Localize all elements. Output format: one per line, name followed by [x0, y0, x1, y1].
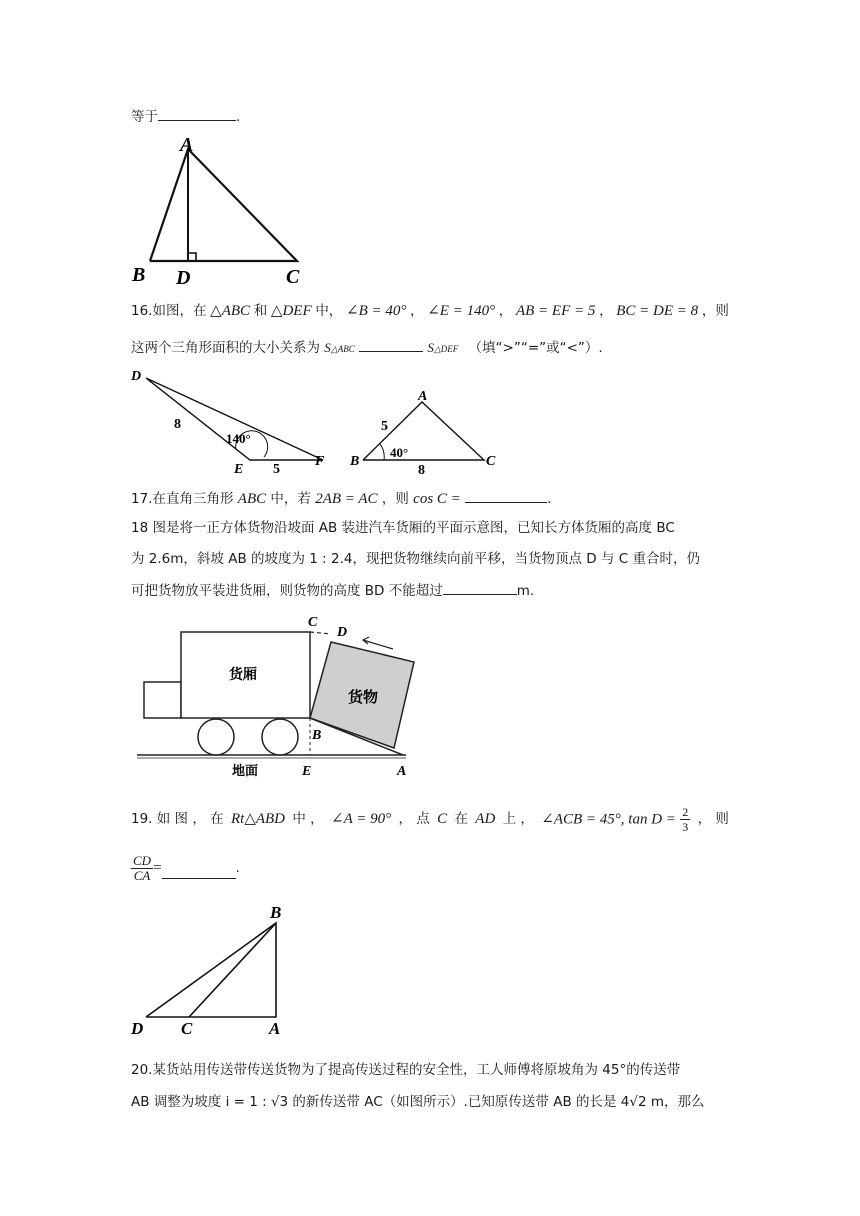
fraction-tan	[680, 805, 690, 834]
question-18-line3	[131, 580, 534, 601]
math: ∠B = 40°	[346, 303, 407, 319]
text: 和	[253, 303, 268, 319]
text: ，则	[381, 491, 409, 507]
label-b: B	[312, 728, 322, 743]
question-16-line1	[131, 301, 729, 321]
text: 中 ，	[292, 811, 324, 827]
text: 20.某货站用传送带传送货物为了提高传送过程的安全性，工人师傅将原坡角为 45°的传送带	[131, 1062, 681, 1078]
label-d: D	[176, 267, 191, 289]
math: BC = DE = 8	[616, 303, 699, 319]
label-d: D	[131, 1019, 144, 1038]
label-c: C	[181, 1019, 193, 1038]
label-b: B	[350, 454, 360, 469]
length-5: 5	[273, 462, 280, 477]
figure-two-triangles	[126, 362, 506, 477]
question-16-line2	[131, 337, 603, 359]
math: cos C =	[413, 491, 461, 507]
numerator: 2	[682, 804, 689, 819]
numerator: CD	[133, 852, 152, 868]
label-b: B	[132, 264, 146, 286]
text: ，则	[701, 303, 729, 319]
math: S	[427, 340, 434, 355]
answer-blank[interactable]	[359, 337, 423, 352]
math: S	[324, 340, 331, 355]
denominator: CA	[133, 867, 151, 883]
math: △DEF	[270, 303, 312, 319]
denominator: 3	[682, 819, 689, 834]
label-c: C	[308, 615, 318, 630]
math-sub: △ABC	[330, 344, 355, 354]
label-a: A	[397, 764, 407, 779]
math: ∠ACB = 45°, tan D =	[541, 811, 676, 827]
math: ABC	[237, 491, 267, 507]
math: ∠E = 140°	[427, 303, 496, 319]
text: 可把货物放平装进货厢，则货物的高度 BD 不能超过	[131, 583, 443, 599]
text: 16.如图，在	[131, 303, 207, 319]
label-b: B	[270, 903, 282, 922]
math: AB = EF = 5	[515, 303, 596, 319]
text: m.	[516, 583, 535, 599]
text: （填“>”“=”或“<”）.	[468, 340, 603, 356]
label-f: F	[315, 454, 325, 469]
question-19-line1	[131, 802, 729, 836]
label-e: E	[302, 764, 312, 779]
text: ，	[410, 303, 424, 319]
answer-blank[interactable]	[162, 864, 236, 879]
math: ∠A = 90°	[331, 811, 392, 827]
label-d: D	[337, 625, 348, 640]
question-20-line1	[131, 1060, 680, 1080]
length-8: 8	[418, 463, 425, 478]
question-18-line1	[131, 518, 675, 538]
math-sub: △DEF	[433, 344, 459, 354]
cargo-label: 货物	[348, 690, 379, 706]
question-18-line2	[131, 549, 700, 569]
text: ， 则	[697, 811, 729, 827]
answer-blank[interactable]	[443, 580, 517, 595]
text: 在	[454, 811, 468, 827]
text: 17.在直角三角形	[131, 491, 234, 507]
length-5: 5	[381, 419, 388, 434]
label-e: E	[234, 462, 244, 477]
text: 19. 如 图 ， 在	[131, 811, 224, 827]
text: 中，若	[270, 491, 311, 507]
label-a: A	[418, 389, 428, 404]
text: ，	[498, 303, 513, 319]
question-20-line2	[131, 1092, 705, 1112]
text: AB 调整为坡度 i = 1 : √3 的新传送带 AC（如图所示）.已知原传送带 AB 的长是 4√2 m，那么	[131, 1094, 705, 1110]
math: C	[437, 811, 448, 827]
answer-line-15	[131, 106, 240, 127]
math: AD	[475, 811, 496, 827]
figure-truck-cargo	[131, 612, 421, 780]
fraction-cd-ca	[131, 854, 153, 883]
figure-triangle-abd	[126, 132, 316, 292]
label-c: C	[286, 266, 300, 288]
text: 这两个三角形面积的大小关系为	[131, 340, 320, 356]
text: ， 点	[398, 811, 430, 827]
label-a: A	[180, 134, 194, 156]
question-17	[131, 488, 551, 509]
text: 上 ，	[502, 811, 534, 827]
text: .	[235, 860, 240, 876]
text: 为 2.6m，斜坡 AB 的坡度为 1 : 2.4，现把货物继续向前平移，当货物顶点 D 与 C 重合时，仍	[131, 551, 700, 567]
question-19-line2	[131, 850, 240, 886]
label-c: C	[486, 454, 496, 469]
text: 中，	[315, 303, 343, 319]
math: △ABC	[210, 303, 251, 319]
text: 18 图是将一正方体货物沿坡面 AB 装进汽车货厢的平面示意图，已知长方体货厢的高度 BC	[131, 520, 675, 536]
math: =	[153, 860, 162, 876]
figure-right-triangle-abd	[126, 900, 296, 1040]
text: 等于	[131, 109, 158, 125]
text: ，	[599, 303, 613, 319]
math: 2AB = AC	[315, 491, 378, 507]
answer-blank[interactable]	[158, 106, 236, 121]
length-8: 8	[174, 417, 181, 432]
ground-label: 地面	[232, 763, 259, 778]
angle-40: 40°	[390, 445, 409, 460]
label-a: A	[269, 1019, 281, 1038]
angle-140: 140°	[226, 431, 251, 446]
text: .	[547, 491, 552, 507]
answer-blank[interactable]	[465, 488, 547, 503]
box-label: 货厢	[229, 668, 257, 683]
text: .	[236, 109, 241, 125]
label-d: D	[131, 369, 142, 384]
math: Rt△ABD	[230, 811, 286, 827]
